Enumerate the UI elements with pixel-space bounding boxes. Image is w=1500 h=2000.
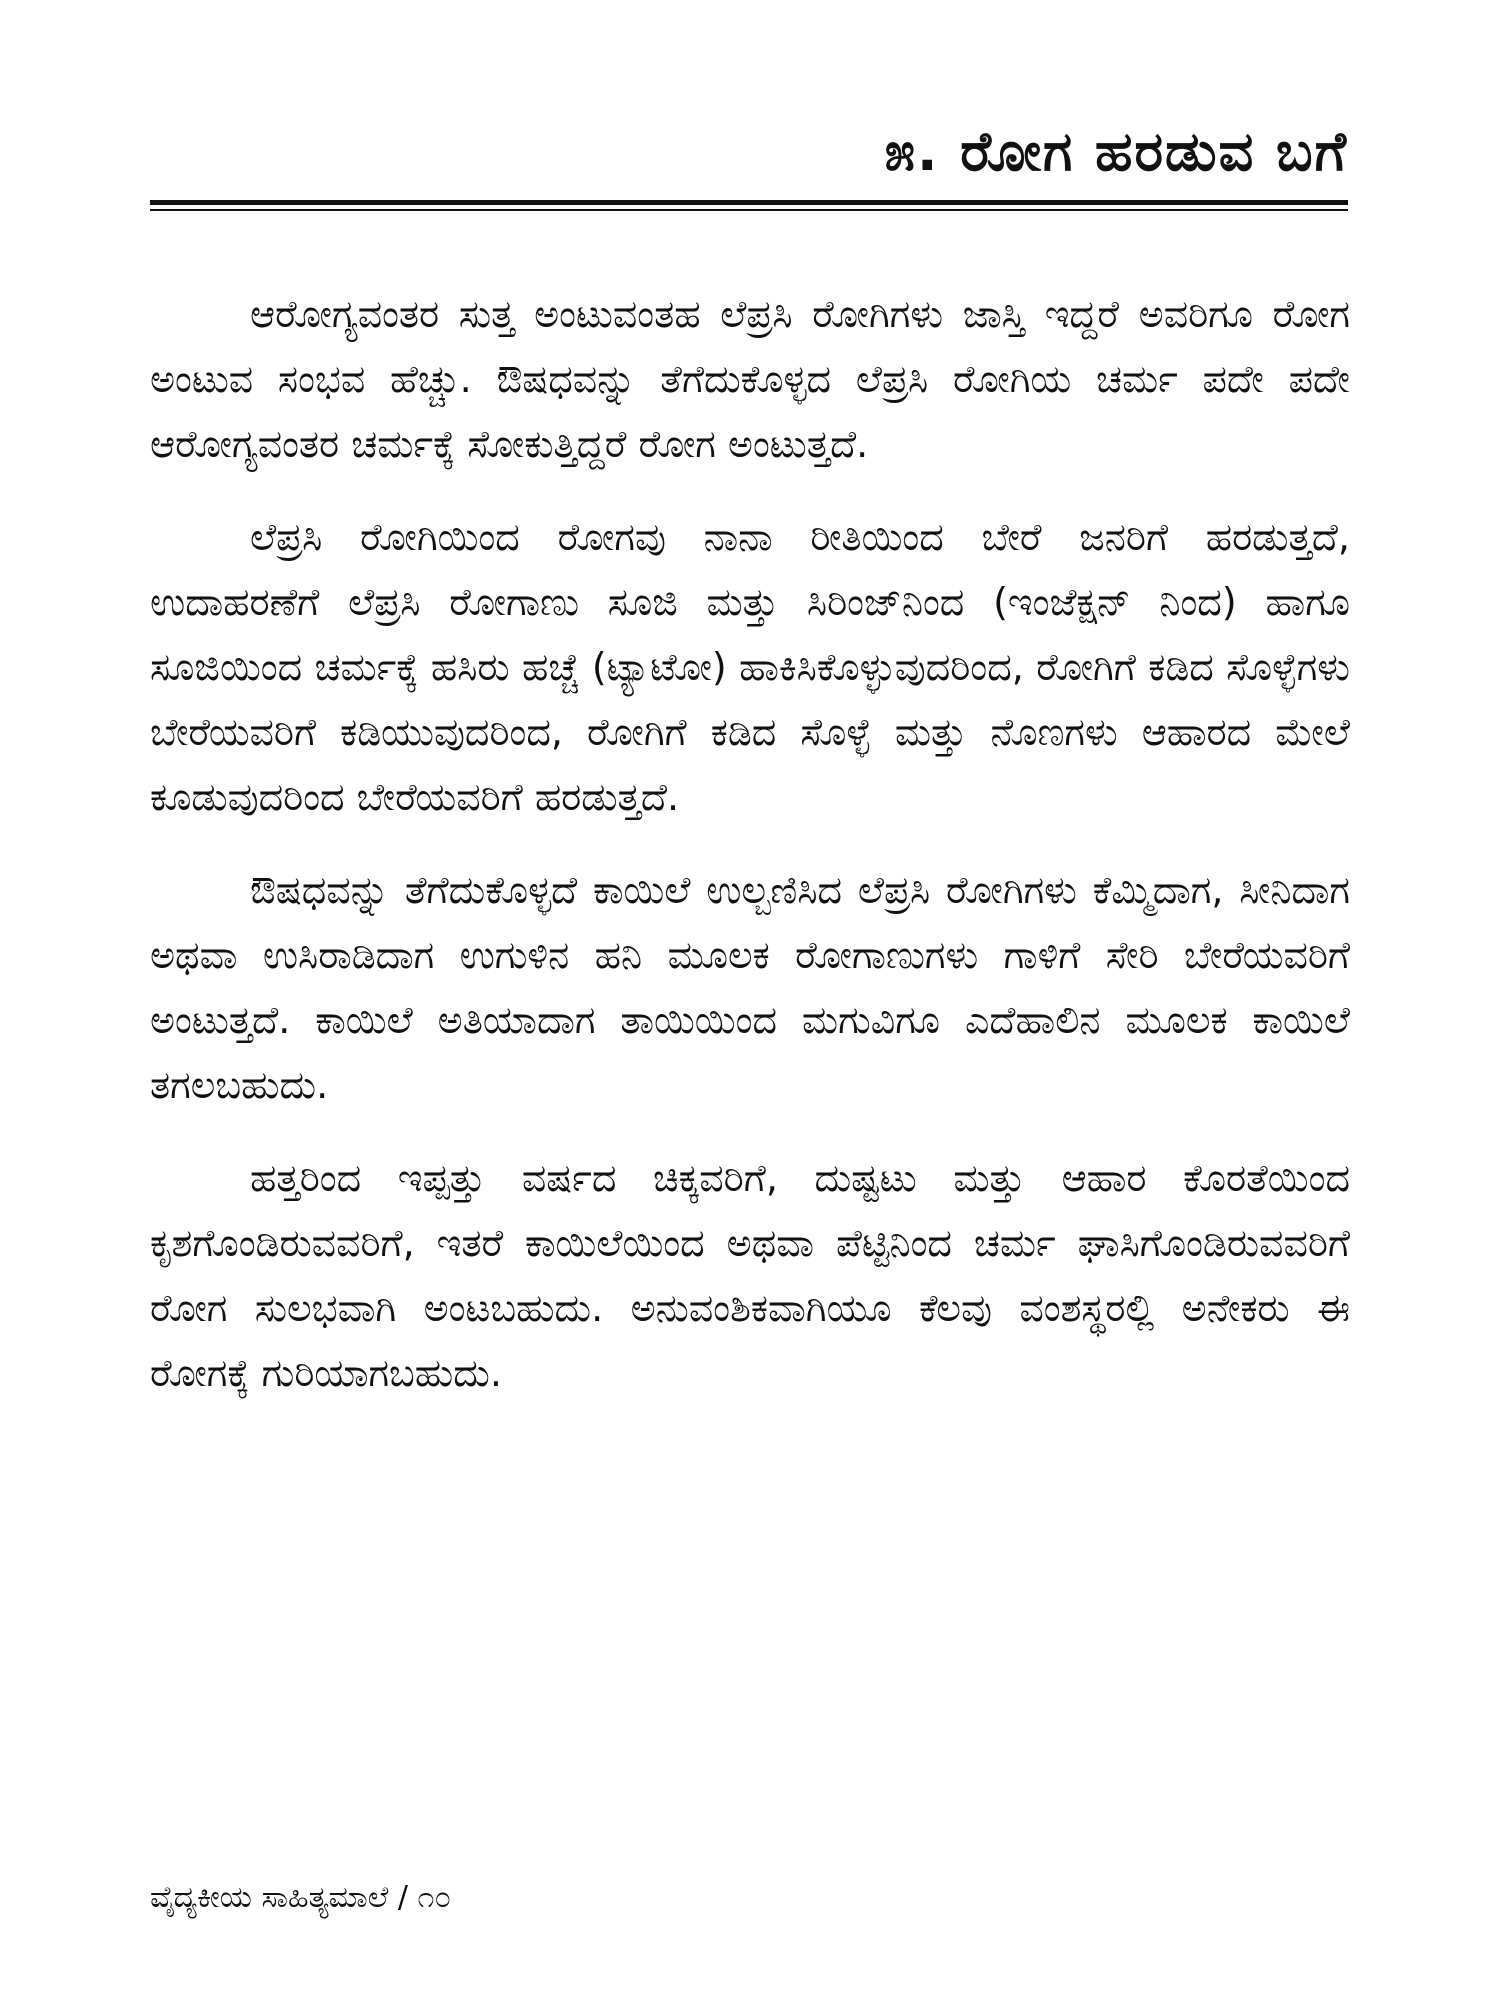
paragraph-4: ಹತ್ತರಿಂದ ಇಪ್ಪತ್ತು ವರ್ಷದ ಚಿಕ್ಕವರಿಗೆ, ದುಷ್ಟಟು ಮತ್ತು ಆಹಾರ ಕೊರತೆಯಿಂದ ಕೃಶಗೊಂಡಿರುವವರಿಗೆ, ಇತರೆ ಕಾಯಿಲೆಯಿಂದ ಅಥವಾ ಪೆಟ್ಟಿನಿಂದ ಚರ್ಮ ಘಾಸಿಗೊಂಡಿರುವವರಿಗೆ ರೋಗ ಸುಲಭವಾಗಿ ಅಂಟಬಹುದು. ಅನುವಂಶಿಕವಾಗಿಯೂ ಕೆಲವು ವಂಶಸ್ಥರಲ್ಲಿ ಅನೇಕರು ಈ ರೋಗಕ್ಕೆ ಗುರಿಯಾಗಬಹುದು. bbox=[150, 1156, 1350, 1395]
title-rule-thick bbox=[150, 200, 1348, 205]
paragraph-1: ಆರೋಗ್ಯವಂತರ ಸುತ್ತ ಅಂಟುವಂತಹ ಲೆಪ್ರಸಿ ರೋಗಿಗಳು ಜಾಸ್ತಿ ಇದ್ದರೆ ಅವರಿಗೂ ರೋಗ ಅಂಟುವ ಸಂಭವ ಹೆಚ್ಚು. ಔಷಧವನ್ನು ತೆಗೆದುಕೊಳ್ಳದ ಲೆಪ್ರಸಿ ರೋಗಿಯ ಚರ್ಮ ಪದೇ ಪದೇ ಆರೋಗ್ಯವಂತರ ಚರ್ಮಕ್ಕೆ ಸೋಕುತ್ತಿದ್ದರೆ ರೋಗ ಅಂಟುತ್ತದೆ. bbox=[150, 292, 1350, 466]
paragraph-2: ಲೆಪ್ರಸಿ ರೋಗಿಯಿಂದ ರೋಗವು ನಾನಾ ರೀತಿಯಿಂದ ಬೇರೆ ಜನರಿಗೆ ಹರಡುತ್ತದೆ, ಉದಾಹರಣೆಗೆ ಲೆಪ್ರಸಿ ರೋಗಾಣು ಸೂಜಿ ಮತ್ತು ಸಿರಿಂಜ್‌ನಿಂದ (ಇಂಜೆಕ್ಷನ್ ನಿಂದ) ಹಾಗೂ ಸೂಜಿಯಿಂದ ಚರ್ಮಕ್ಕೆ ಹಸಿರು ಹಚ್ಚೆ (ಟ್ಯಾಟೋ) ಹಾಕಿಸಿಕೊಳ್ಳುವುದರಿಂದ, ರೋಗಿಗೆ ಕಡಿದ ಸೊಳ್ಳೆಗಳು ಬೇರೆಯವರಿಗೆ ಕಡಿಯುವುದರಿಂದ, ರೋಗಿಗೆ ಕಡಿದ ಸೊಳ್ಳೆ ಮತ್ತು ನೊಣಗಳು ಆಹಾರದ ಮೇಲೆ ಕೂಡುವುದರಿಂದ ಬೇರೆಯವರಿಗೆ ಹರಡುತ್ತದೆ. bbox=[150, 515, 1350, 819]
title-rule-thin bbox=[150, 209, 1348, 211]
paragraph-3: ಔಷಧವನ್ನು ತೆಗೆದುಕೊಳ್ಳದೆ ಕಾಯಿಲೆ ಉಲ್ಬಣಿಸಿದ ಲೆಪ್ರಸಿ ರೋಗಿಗಳು ಕೆಮ್ಮಿದಾಗ, ಸೀನಿದಾಗ ಅಥವಾ ಉಸಿರಾಡಿದಾಗ ಉಗುಳಿನ ಹನಿ ಮೂಲಕ ರೋಗಾಣುಗಳು ಗಾಳಿಗೆ ಸೇರಿ ಬೇರೆಯವರಿಗೆ ಅಂಟುತ್ತದೆ. ಕಾಯಿಲೆ ಅತಿಯಾದಾಗ ತಾಯಿಯಿಂದ ಮಗುವಿಗೂ ಎದೆಹಾಲಿನ ಮೂಲಕ ಕಾಯಿಲೆ ತಗಲಬಹುದು. bbox=[150, 868, 1350, 1107]
page-footer: ವೈದ್ಯಕೀಯ ಸಾಹಿತ್ಯಮಾಲೆ / ೧೦ bbox=[150, 1880, 452, 1915]
chapter-title: ೫. ರೋಗ ಹರಡುವ ಬಗೆ bbox=[884, 120, 1348, 183]
body-text bbox=[150, 282, 1350, 1434]
